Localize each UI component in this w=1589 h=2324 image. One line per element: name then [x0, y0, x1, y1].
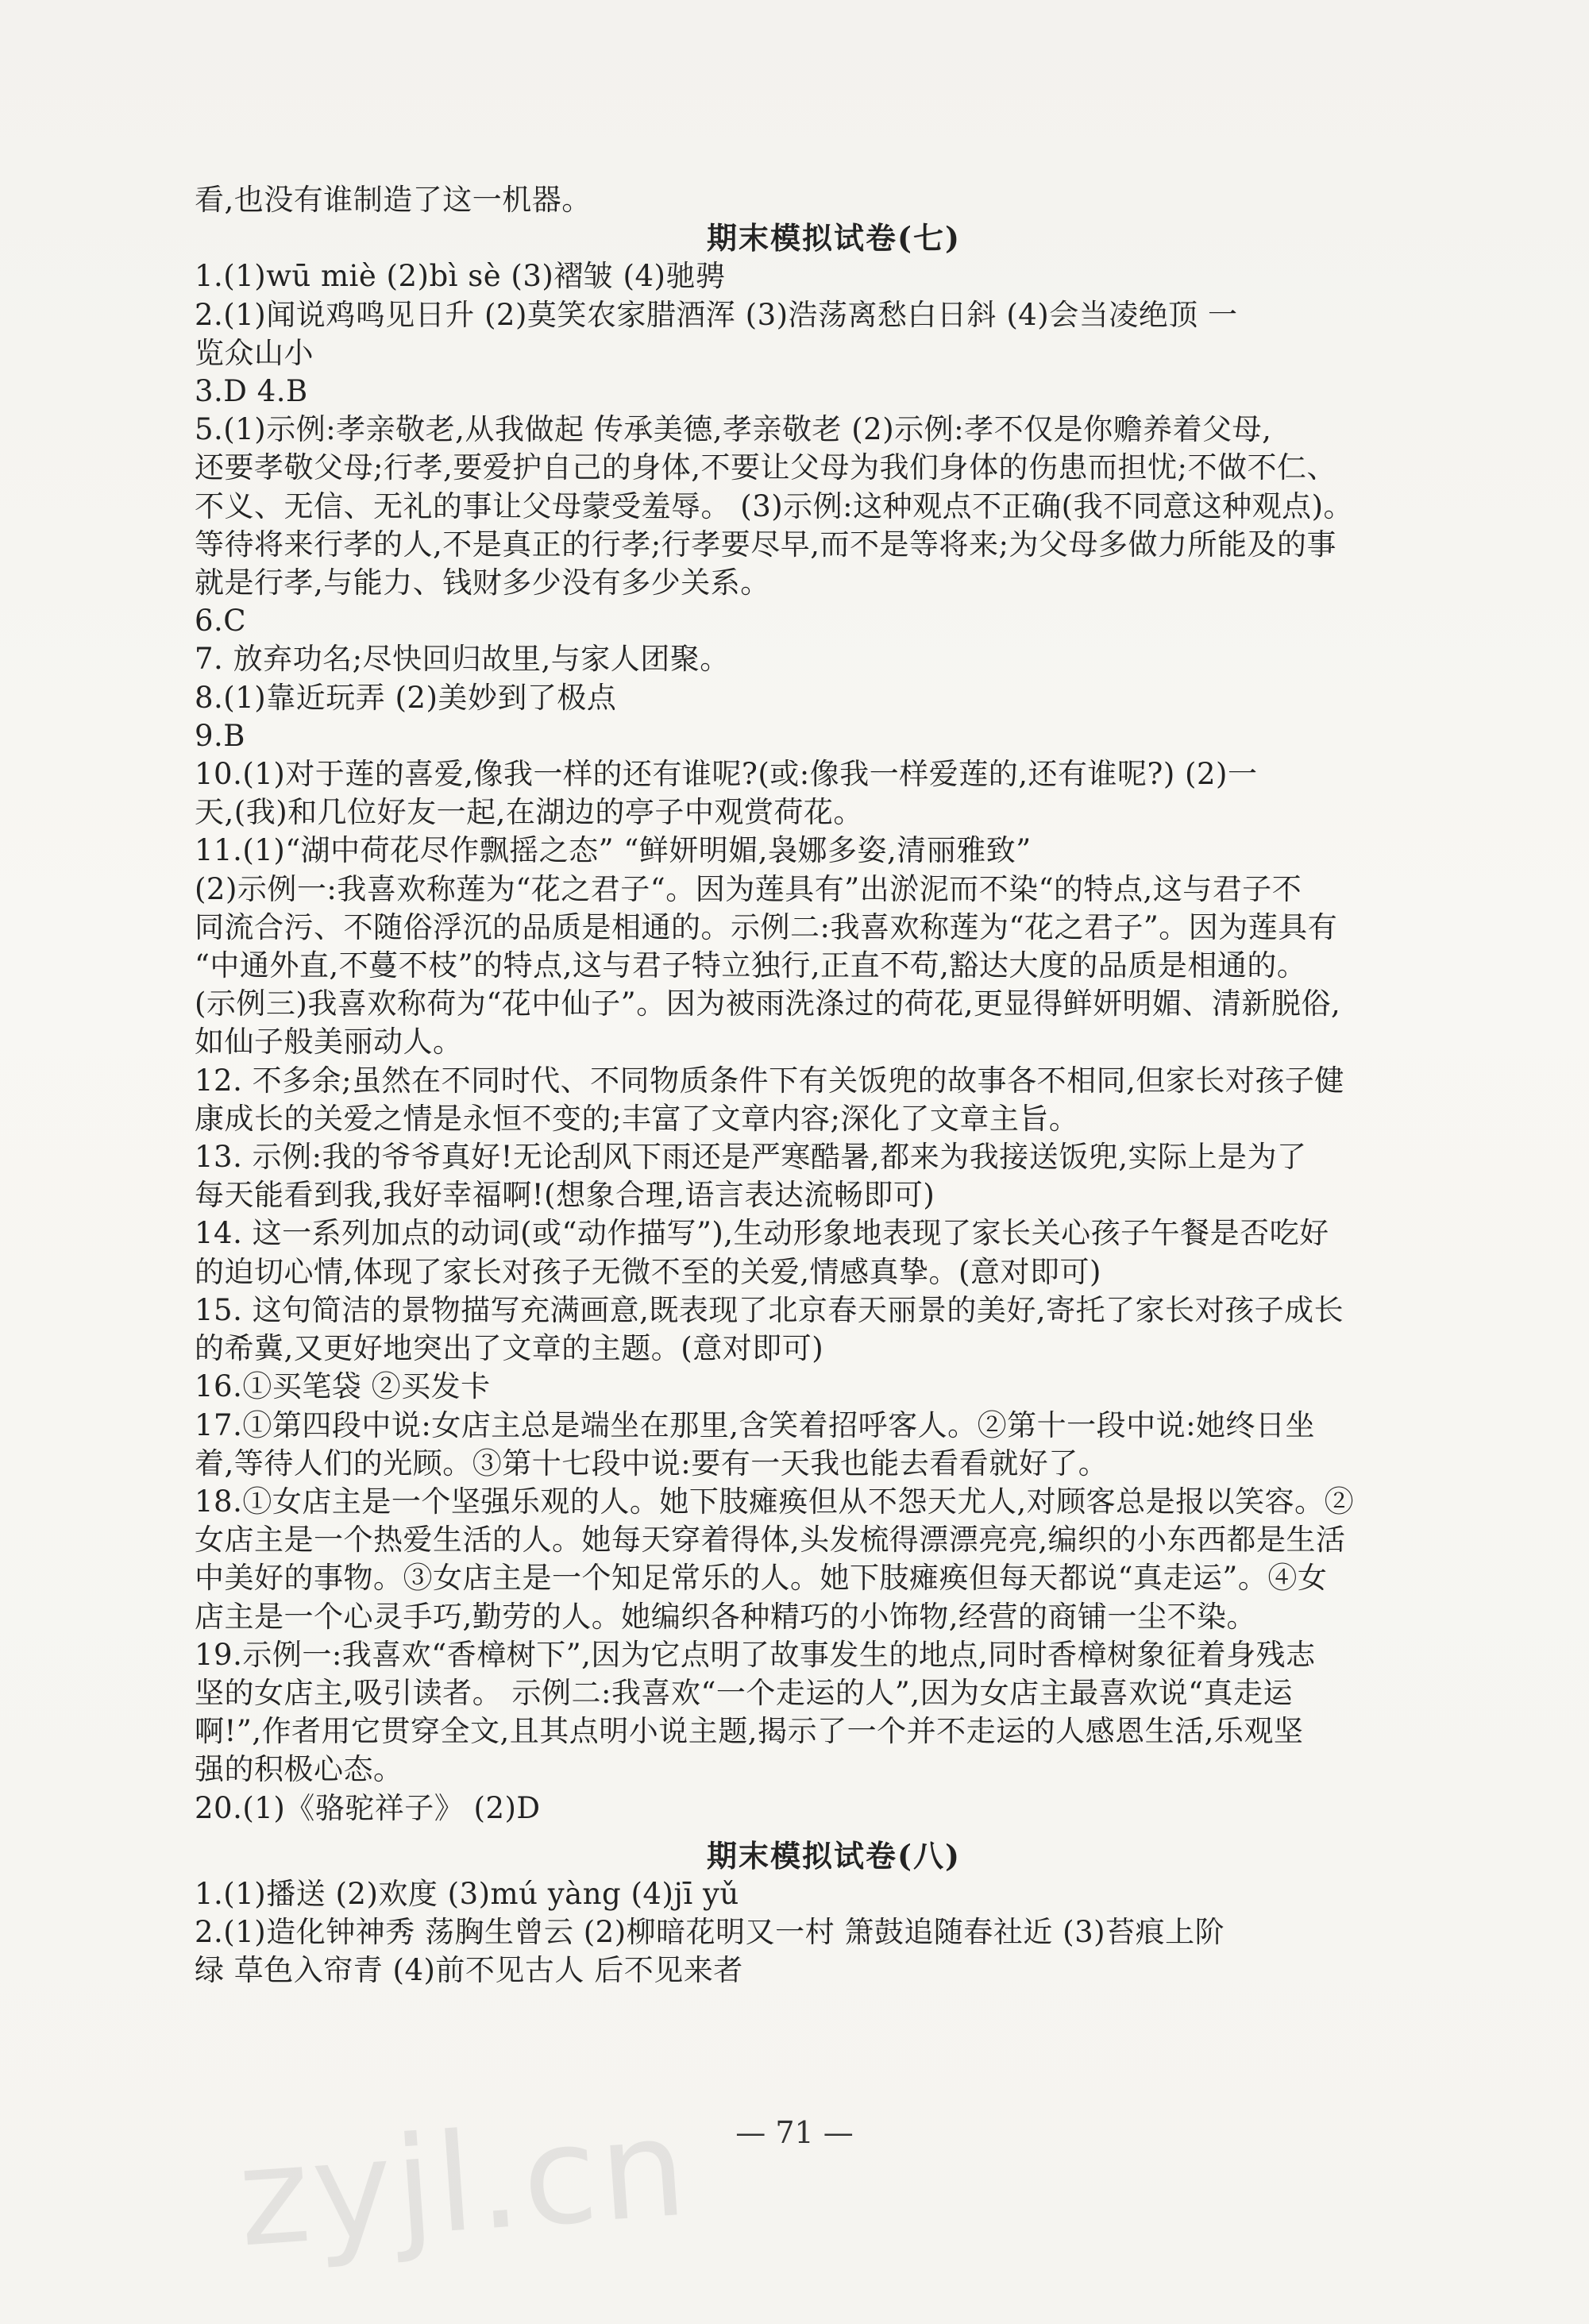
- text-line: (示例三)我喜欢称荷为“花中仙子”。因为被雨洗涤过的荷花,更显得鲜妍明媚、清新脱俗,: [195, 986, 1341, 1021]
- text-line: 2.(1)闻说鸡鸣见日升 (2)莫笑农家腊酒浑 (3)浩荡离愁白日斜 (4)会当凌绝顶 一: [195, 297, 1238, 332]
- text-line: 20.(1)《骆驼祥子》 (2)D: [195, 1790, 541, 1825]
- text-line: 1.(1)wū miè (2)bì sè (3)褶皱 (4)驰骋: [195, 259, 726, 294]
- text-line: 6.C: [195, 604, 247, 639]
- text-line: 每天能看到我,我好幸福啊!(想象合理,语言表达流畅即可): [195, 1178, 935, 1213]
- text-line: 览众山小: [195, 335, 314, 370]
- text-line: 2.(1)造化钟神秀 荡胸生曾云 (2)柳暗花明又一村 箫鼓追随春社近 (3)苔痕上阶: [195, 1915, 1225, 1950]
- text-line: 中美好的事物。③女店主是一个知足常乐的人。她下肢瘫痪但每天都说“真走运”。④女: [195, 1561, 1328, 1596]
- text-line: 1.(1)播送 (2)欢度 (3)mú yàng (4)jī yǔ: [195, 1876, 739, 1911]
- section-7-body: [195, 257, 1473, 1827]
- text-line: 等待将来行孝的人,不是真正的行孝;行孝要尽早,而不是等将来;为父母多做力所能及的事: [195, 527, 1336, 562]
- text-line: 如仙子般美丽动人。: [195, 1025, 463, 1060]
- text-line: 19.示例一:我喜欢“香樟树下”,因为它点明了故事发生的地点,同时香樟树象征着身残志: [195, 1637, 1316, 1672]
- text-line: 天,(我)和几位好友一起,在湖边的亭子中观赏荷花。: [195, 795, 863, 830]
- section-title-7: 期末模拟试卷(七): [707, 220, 961, 257]
- text-line: 同流合污、不随俗浮沉的品质是相通的。示例二:我喜欢称莲为“花之君子”。因为莲具有: [195, 909, 1338, 944]
- text-line: 12. 不多余;虽然在不同时代、不同物质条件下有关饭兜的故事各不相同,但家长对孩子健: [195, 1063, 1344, 1098]
- text-line: 不义、无信、无礼的事让父母蒙受羞辱。 (3)示例:这种观点不正确(我不同意这种观点)。: [195, 488, 1354, 523]
- text-line: 11.(1)“湖中荷花尽作飘摇之态” “鲜妍明媚,袅娜多姿,清丽雅致”: [195, 833, 1032, 868]
- text-line: 还要孝敬父母;行孝,要爱护自己的身体,不要让父母为我们身体的伤患而担忧;不做不仁、: [195, 450, 1336, 485]
- text-line: 店主是一个心灵手巧,勤劳的人。她编织各种精巧的小饰物,经营的商铺一尘不染。: [195, 1599, 1257, 1634]
- text-line: 7. 放弃功名;尽快回归故里,与家人团聚。: [195, 642, 730, 677]
- text-line: 15. 这句简洁的景物描写充满画意,既表现了北京春天丽景的美好,寄托了家长对孩子成长: [195, 1292, 1344, 1327]
- text-line: 啊!”,作者用它贯穿全文,且其点明小说主题,揭示了一个并不走运的人感恩生活,乐观坚: [195, 1714, 1304, 1749]
- text-line: (2)示例一:我喜欢称莲为“花之君子“。因为莲具有”出淤泥而不染“的特点,这与君子不: [195, 871, 1302, 906]
- text-line: 14. 这一系列加点的动词(或“动作描写”),生动形象地表现了家长关心孩子午餐是否吃好: [195, 1216, 1329, 1251]
- answer-content: [195, 181, 1473, 1990]
- section-8-body: [195, 1875, 1473, 1990]
- text-line: 女店主是一个热爱生活的人。她每天穿着得体,头发梳得漂漂亮亮,编织的小东西都是生活: [195, 1523, 1346, 1558]
- text-line: 看,也没有谁制造了这一机器。: [195, 183, 592, 217]
- text-line: 康成长的关爱之情是永恒不变的;丰富了文章内容;深化了文章主旨。: [195, 1101, 1079, 1136]
- text-line: 5.(1)示例:孝亲敬老,从我做起 传承美德,孝亲敬老 (2)示例:孝不仅是你赡养着父母,: [195, 412, 1272, 447]
- watermark: zyjl.cn: [233, 2089, 694, 2278]
- text-line: 就是行孝,与能力、钱财多少没有多少关系。: [195, 566, 770, 600]
- text-line: 着,等待人们的光顾。③第十七段中说:要有一天我也能去看看就好了。: [195, 1446, 1109, 1480]
- text-line: 8.(1)靠近玩弄 (2)美妙到了极点: [195, 680, 617, 715]
- text-line: 的希冀,又更好地突出了文章的主题。(意对即可): [195, 1331, 824, 1366]
- text-line: 的迫切心情,体现了家长对孩子无微不至的关爱,情感真挚。(意对即可): [195, 1254, 1101, 1289]
- page-number: — 71 —: [735, 2115, 854, 2150]
- text-line: 16.①买笔袋 ②买发卡: [195, 1369, 491, 1404]
- text-line: 强的积极心态。: [195, 1752, 403, 1787]
- text-line: 3.D 4.B: [195, 374, 308, 409]
- text-line: 10.(1)对于莲的喜爱,像我一样的还有谁呢?(或:像我一样爱莲的,还有谁呢?) (2)一: [195, 757, 1258, 792]
- text-line: 绿 草色入帘青 (4)前不见古人 后不见来者: [195, 1953, 743, 1988]
- text-line: 17.①第四段中说:女店主总是端坐在那里,含笑着招呼客人。②第十一段中说:她终日坐: [195, 1407, 1316, 1442]
- section-title-8: 期末模拟试卷(八): [707, 1837, 961, 1874]
- text-line: 13. 示例:我的爷爷真好!无论刮风下雨还是严寒酷暑,都来为我接送饭兜,实际上是为了: [195, 1140, 1307, 1175]
- text-line: 9.B: [195, 718, 245, 753]
- text-line: 坚的女店主,吸引读者。 示例二:我喜欢“一个走运的人”,因为女店主最喜欢说“真走运: [195, 1675, 1293, 1710]
- text-line: “中通外直,不蔓不枝”的特点,这与君子特立独行,正直不苟,豁达大度的品质是相通的。: [195, 948, 1307, 983]
- text-line: 18.①女店主是一个坚强乐观的人。她下肢瘫痪但从不怨天尤人,对顾客总是报以笑容。②: [195, 1484, 1355, 1519]
